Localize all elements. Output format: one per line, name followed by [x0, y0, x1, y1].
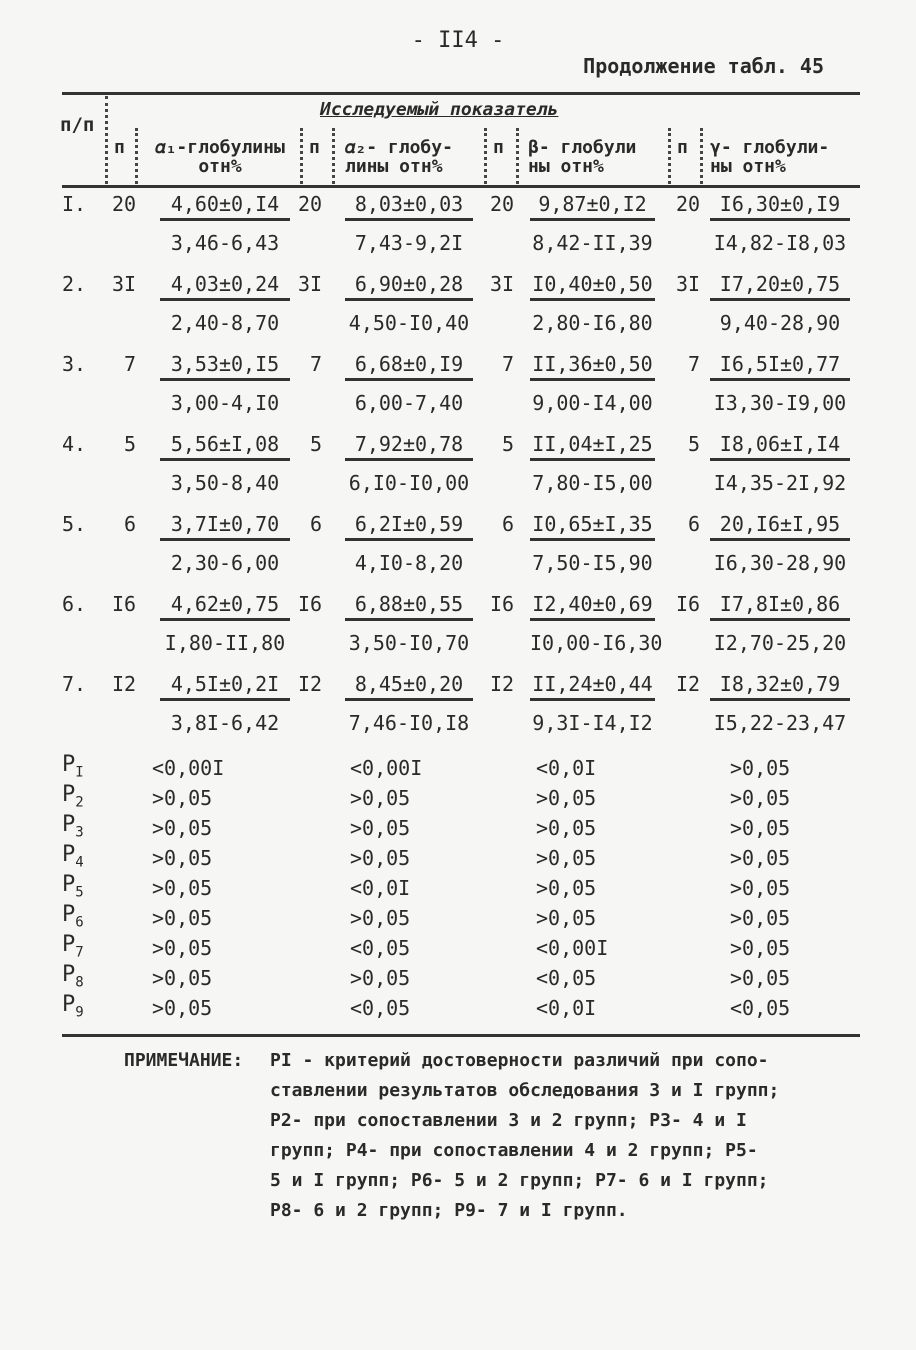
mean-value: 4,62±0,75: [160, 592, 290, 621]
mean-value: I7,20±0,75: [710, 272, 850, 301]
range-value: 9,40-28,90: [719, 311, 841, 335]
column-header-alpha2: [345, 138, 453, 176]
mean-value: 7,92±0,78: [345, 432, 473, 461]
row-number: 7.: [62, 672, 87, 696]
n-value: 20: [298, 192, 323, 216]
header-divider: [105, 96, 108, 184]
range-value: I3,30-I9,00: [713, 391, 847, 415]
p-value: >0,05: [730, 936, 791, 960]
p-value: <0,00I: [350, 756, 423, 780]
mean-value: 3,53±0,I5: [160, 352, 290, 381]
range-value: 2,80-I6,80: [532, 311, 653, 335]
p-value: >0,05: [730, 966, 791, 990]
column-header-line: ны отн%: [528, 156, 604, 177]
column-header-line: отн%: [198, 156, 242, 177]
n-value: I6: [112, 592, 137, 616]
mean-value: I8,06±I,I4: [710, 432, 850, 461]
n-value: 5: [501, 432, 514, 456]
p-label-letter: P: [62, 752, 76, 777]
column-header-line: ны отн%: [710, 156, 786, 177]
range-value: 8,42-II,39: [532, 231, 653, 255]
note-line: групп; P4- при сопоставлении 4 и 2 групп; P5-: [270, 1140, 758, 1161]
p-label-letter: P: [62, 872, 76, 897]
note-label: ПРИМЕЧАНИЕ:: [124, 1050, 244, 1071]
p-label-index: 7: [75, 944, 84, 961]
p-value: >0,05: [152, 906, 213, 930]
range-value: 9,00-I4,00: [532, 391, 653, 415]
p-value: >0,05: [152, 846, 213, 870]
note-body: [270, 1046, 779, 1226]
mean-value: 6,68±0,I9: [345, 352, 473, 381]
n-header: п: [677, 137, 688, 158]
mean-value: I2,40±0,69: [530, 592, 655, 621]
p-label-index: 5: [75, 884, 84, 901]
p-label-letter: P: [62, 842, 76, 867]
p-label-index: 2: [75, 794, 84, 811]
range-value: I6,30-28,90: [713, 551, 847, 575]
n-value: I6: [490, 592, 515, 616]
p-value: >0,05: [730, 756, 791, 780]
p-value: >0,05: [730, 876, 791, 900]
p-label: [62, 962, 84, 990]
p-value: <0,00I: [152, 756, 225, 780]
p-value: >0,05: [350, 906, 411, 930]
p-value: <0,00I: [536, 936, 609, 960]
n-value: 6: [123, 512, 136, 536]
n-value: I6: [298, 592, 323, 616]
range-value: 4,50-I0,40: [348, 311, 470, 335]
column-header-gamma: [710, 138, 829, 176]
range-value: I0,00-I6,30: [530, 631, 663, 655]
p-value: >0,05: [536, 786, 597, 810]
table-bottom-rule: [62, 1034, 860, 1037]
n-value: 20: [112, 192, 137, 216]
column-header-line: 𝛼₂- глобу-: [345, 137, 453, 158]
p-value: >0,05: [152, 996, 213, 1020]
p-label-index: 4: [75, 854, 84, 871]
p-value: >0,05: [730, 816, 791, 840]
note-line: 5 и I групп; P6- 5 и 2 групп; P7- 6 и I групп;: [270, 1170, 769, 1191]
header-divider: [700, 128, 703, 184]
n-value: 5: [309, 432, 322, 456]
n-value: 5: [687, 432, 700, 456]
mean-value: I0,65±I,35: [530, 512, 655, 541]
note-line: ставлении результатов обследования 3 и I групп;: [270, 1080, 780, 1101]
mean-value: 4,03±0,24: [160, 272, 290, 301]
n-value: 3I: [112, 272, 137, 296]
range-value: I4,82-I8,03: [713, 231, 847, 255]
range-value: 4,I0-8,20: [354, 551, 464, 575]
mean-value: I6,5I±0,77: [710, 352, 850, 381]
mean-value: 4,5I±0,2I: [160, 672, 290, 701]
mean-value: 6,90±0,28: [345, 272, 473, 301]
mean-value: 5,56±I,08: [160, 432, 290, 461]
header-group-title: Исследуемый показатель: [320, 99, 559, 120]
range-value: 7,46-I0,I8: [348, 711, 470, 735]
range-value: 7,43-9,2I: [354, 231, 464, 255]
p-label-index: 3: [75, 824, 84, 841]
range-value: I,80-II,80: [164, 631, 286, 655]
range-value: I2,70-25,20: [713, 631, 847, 655]
mean-value: I6,30±0,I9: [710, 192, 850, 221]
header-bottom-rule: [62, 185, 860, 188]
p-value: >0,05: [350, 846, 411, 870]
range-value: 6,00-7,40: [354, 391, 464, 415]
n-value: I2: [112, 672, 137, 696]
range-value: 6,I0-I0,00: [348, 471, 470, 495]
p-value: >0,05: [152, 966, 213, 990]
p-label: [62, 992, 84, 1020]
n-value: 3I: [490, 272, 515, 296]
row-number: I.: [62, 192, 87, 216]
n-value: 5: [123, 432, 136, 456]
p-value: >0,05: [152, 816, 213, 840]
n-value: I2: [676, 672, 701, 696]
p-value: <0,0I: [536, 996, 597, 1020]
p-label: [62, 782, 84, 810]
p-label-letter: P: [62, 962, 76, 987]
mean-value: 9,87±0,I2: [530, 192, 655, 221]
n-value: 3I: [298, 272, 323, 296]
range-value: I4,35-2I,92: [713, 471, 847, 495]
header-divider: [135, 128, 138, 184]
range-value: 3,46-6,43: [170, 231, 280, 255]
column-header-line: лины отн%: [345, 156, 443, 177]
n-value: 7: [123, 352, 136, 376]
range-value: 2,30-6,00: [170, 551, 280, 575]
range-value: 3,50-I0,70: [348, 631, 470, 655]
range-value: 3,00-4,I0: [170, 391, 280, 415]
p-label: [62, 812, 84, 840]
mean-value: 8,03±0,03: [345, 192, 473, 221]
page-number: - II4 -: [411, 28, 505, 53]
p-value: >0,05: [730, 786, 791, 810]
mean-value: 6,88±0,55: [345, 592, 473, 621]
p-label-letter: P: [62, 902, 76, 927]
p-label-index: 9: [75, 1004, 84, 1021]
row-number-header: п/п: [60, 114, 95, 136]
mean-value: 8,45±0,20: [345, 672, 473, 701]
p-label: [62, 872, 84, 900]
p-value: >0,05: [152, 786, 213, 810]
row-number: 3.: [62, 352, 87, 376]
n-value: I2: [298, 672, 323, 696]
table-top-rule: [62, 92, 860, 95]
n-value: 7: [309, 352, 322, 376]
mean-value: II,24±0,44: [530, 672, 655, 701]
n-value: 6: [309, 512, 322, 536]
range-value: 7,80-I5,00: [532, 471, 653, 495]
p-value: >0,05: [536, 846, 597, 870]
row-number: 5.: [62, 512, 87, 536]
p-value: <0,0I: [350, 876, 411, 900]
column-header-line: 𝛼₁-глобулины: [155, 137, 285, 158]
mean-value: 3,7I±0,70: [160, 512, 290, 541]
range-value: 2,40-8,70: [170, 311, 280, 335]
n-value: 20: [490, 192, 515, 216]
p-value: >0,05: [350, 966, 411, 990]
mean-value: I7,8I±0,86: [710, 592, 850, 621]
n-header: п: [309, 137, 320, 158]
range-value: 7,50-I5,90: [532, 551, 653, 575]
n-value: 6: [501, 512, 514, 536]
p-value: >0,05: [730, 846, 791, 870]
mean-value: 20,I6±I,95: [710, 512, 850, 541]
p-value: <0,0I: [536, 756, 597, 780]
note-line: P8- 6 и 2 групп; P9- 7 и I групп.: [270, 1200, 628, 1221]
n-value: I2: [490, 672, 515, 696]
table-caption: Продолжение табл. 45: [583, 54, 824, 78]
n-value: 6: [687, 512, 700, 536]
p-label-letter: P: [62, 932, 76, 957]
mean-value: 4,60±0,I4: [160, 192, 290, 221]
mean-value: I0,40±0,50: [530, 272, 655, 301]
p-label-index: 8: [75, 974, 84, 991]
p-label: [62, 842, 84, 870]
column-header-alpha1: [140, 138, 300, 176]
p-label-letter: P: [62, 812, 76, 837]
p-value: >0,05: [730, 906, 791, 930]
header-divider: [300, 128, 303, 184]
column-header-beta: [528, 138, 636, 176]
p-label-index: 6: [75, 914, 84, 931]
p-value: <0,05: [350, 936, 411, 960]
n-value: 3I: [676, 272, 701, 296]
range-value: 3,50-8,40: [170, 471, 280, 495]
p-label: [62, 752, 84, 780]
p-value: >0,05: [536, 816, 597, 840]
n-header: п: [493, 137, 504, 158]
p-value: >0,05: [152, 876, 213, 900]
mean-value: II,36±0,50: [530, 352, 655, 381]
p-value: <0,05: [350, 996, 411, 1020]
p-label-index: I: [75, 764, 84, 781]
mean-value: I8,32±0,79: [710, 672, 850, 701]
p-value: <0,05: [730, 996, 791, 1020]
row-number: 6.: [62, 592, 87, 616]
note-line: PI - критерий достоверности различий при сопо-: [270, 1050, 769, 1071]
p-value: >0,05: [152, 936, 213, 960]
mean-value: II,04±I,25: [530, 432, 655, 461]
n-value: I6: [676, 592, 701, 616]
header-divider: [484, 128, 487, 184]
p-label: [62, 932, 84, 960]
header-divider: [668, 128, 671, 184]
p-label-letter: P: [62, 992, 76, 1017]
p-label: [62, 902, 84, 930]
range-value: 3,8I-6,42: [170, 711, 280, 735]
p-label-letter: P: [62, 782, 76, 807]
row-number: 4.: [62, 432, 87, 456]
p-value: >0,05: [536, 906, 597, 930]
n-value: 7: [501, 352, 514, 376]
note-line: P2- при сопоставлении 3 и 2 групп; P3- 4 и I: [270, 1110, 747, 1131]
n-header: п: [114, 137, 125, 158]
n-value: 7: [687, 352, 700, 376]
n-value: 20: [676, 192, 701, 216]
header-divider: [516, 128, 519, 184]
p-value: >0,05: [536, 876, 597, 900]
column-header-line: γ- глобули-: [710, 137, 830, 158]
p-value: <0,05: [536, 966, 597, 990]
mean-value: 6,2I±0,59: [345, 512, 473, 541]
p-value: >0,05: [350, 786, 411, 810]
header-divider: [332, 128, 335, 184]
row-number: 2.: [62, 272, 87, 296]
range-value: I5,22-23,47: [713, 711, 847, 735]
column-header-line: β- глобули: [528, 137, 637, 158]
range-value: 9,3I-I4,I2: [532, 711, 653, 735]
p-value: >0,05: [350, 816, 411, 840]
